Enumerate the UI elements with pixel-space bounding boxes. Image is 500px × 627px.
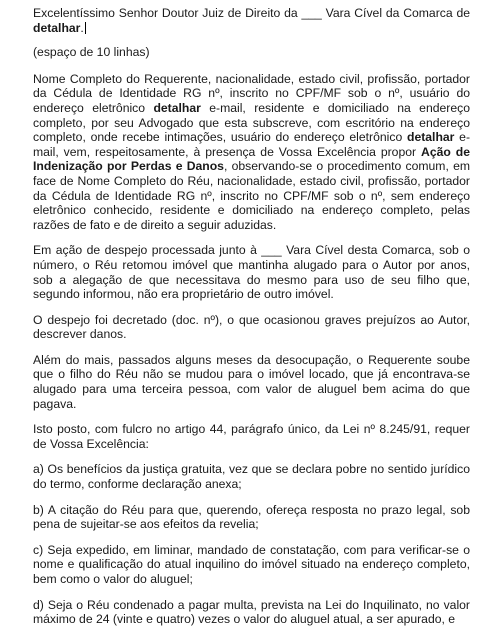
request-item-a: a) Os benefícios da justiça gratuita, vez que se declara pobre no sentido jurídico do termo, conforme declaração anexa; [33,462,470,492]
facts-paragraph-3: Além do mais, passados alguns meses da desocupação, o Requerente soube que o filho do Réu não se mudou para o imóvel locado, que já encontrava-se alugado para uma terceira pessoa, com valor de aluguel bem acima do que pagava. [33,352,470,411]
qualification-paragraph [33,72,470,233]
court-address-end: . [80,20,84,35]
placeholder-detalhar: detalhar [33,20,81,35]
placeholder-detalhar-2: detalhar [407,130,455,145]
qualification-text-1: Nome Completo do Requerente, nacionalidade, estado civil, profissão, portador da Cédula de Identidade RG nº, inscrito no CPF/MF sob o nº, usuário do endereço eletrônico [33,71,470,115]
request-item-c: c) Seja expedido, em liminar, mandado de constatação, com para verificar-se o nome e qualificação do atual inquilino do imóvel situado na endereço completo, bem como o valor do aluguel; [33,542,470,586]
qualification-text-3: e-mail, vem, respeitosamente, à presença de Vossa Excelência propor [33,130,471,159]
action-title: Ação de Indenização por Perdas e Danos [33,144,470,174]
court-address-text: Excelentíssimo Senhor Doutor Juiz de Direito da ___ Vara Cível da Comarca de [33,6,470,20]
qualification-text-4: , observando-se o procedimento comum, em face de Nome Completo do Réu, nacionalidade, estado civil, profissão, portador da Cédula de Identidade RG nº, inscrito no CPF/MF sob o nº, sem endereço eletrônico conhecido, residente e domiciliado na endereço completo, pelas razões de fato e de direito a seguir aduzidas. [33,159,470,232]
text-cursor [85,22,86,34]
facts-paragraph-1: Em ação de despejo processada junto à ___ Vara Cível desta Comarca, sob o número, o Réu retomou imóvel que mantinha alugado para o Autor por anos, sob a alegação de que necessitava do mesmo para uso de seu filho que, segundo informou, não era proprietário de outro imóvel. [33,243,470,302]
request-item-b: b) A citação do Réu para que, querendo, ofereça resposta no prazo legal, sob pena de sujeitar-se aos efeitos da revelia; [33,502,470,532]
spacing-note: (espaço de 10 linhas) [33,45,150,60]
requests-intro: Isto posto, com fulcro no artigo 44, parágrafo único, da Lei nº 8.245/91, requer de Vossa Excelência: [33,422,470,451]
court-address-paragraph [33,6,470,35]
request-item-d: d) Seja o Réu condenado a pagar multa, prevista na Lei do Inquilinato, no valor máximo de 24 (vinte e quatro) vezes o valor do aluguel atual, a ser apurado, e [33,597,470,627]
qualification-text-2: e-mail, residente e domiciliado na endereço completo, por seu Advogado que esta subscreve, com escritório na endereço completo, onde recebe intimações, usuário do endereço eletrônico [33,100,470,145]
placeholder-detalhar-1: detalhar [153,100,201,115]
facts-paragraph-2: O despejo foi decretado (doc. nº), o que ocasionou graves prejuízos ao Autor, descrever danos. [33,312,470,342]
